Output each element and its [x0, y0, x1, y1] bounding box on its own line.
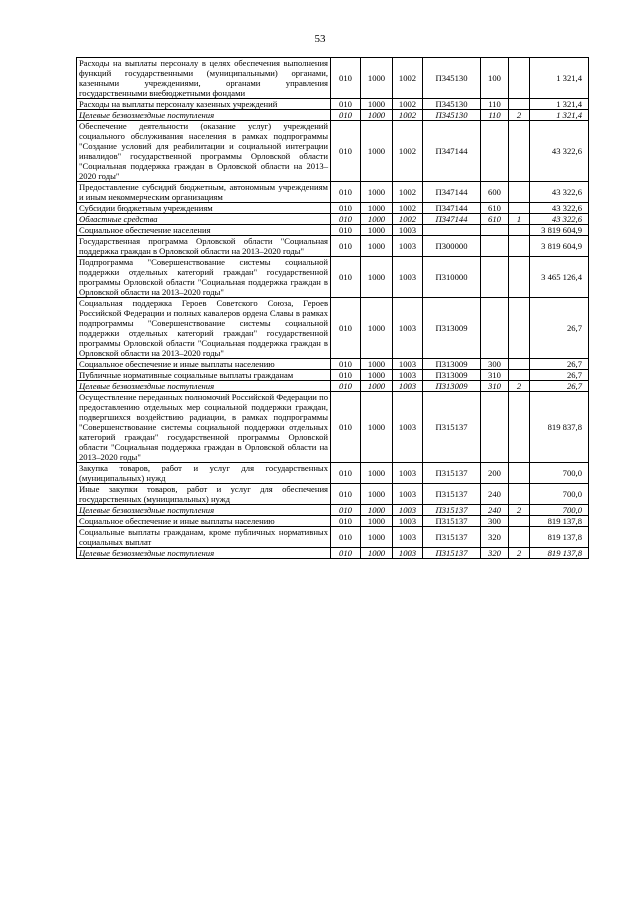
amount-cell: 26,7 [530, 370, 589, 381]
source-code-cell [509, 182, 530, 203]
source-code-cell [509, 236, 530, 257]
amount-cell: 700,0 [530, 484, 589, 505]
target-article-cell: П315137 [423, 548, 481, 559]
ministry-code-cell: 010 [331, 121, 361, 182]
section-code-cell: 1000 [361, 359, 393, 370]
source-code-cell [509, 359, 530, 370]
source-code-cell [509, 99, 530, 110]
amount-cell: 3 819 604,9 [530, 225, 589, 236]
expense-type-cell [481, 392, 509, 463]
ministry-code-cell: 010 [331, 527, 361, 548]
target-article-cell: П315137 [423, 527, 481, 548]
amount-cell: 1 321,4 [530, 58, 589, 99]
page-number: 53 [314, 33, 326, 45]
target-article-cell: П315137 [423, 505, 481, 516]
table-row [77, 392, 589, 463]
row-name-cell: Иные закупки товаров, работ и услуг для обеспечения государственных (муниципальных) нужд [77, 484, 331, 505]
row-name-cell: Целевые безвозмездные поступления [77, 110, 331, 121]
subsection-code-cell: 1002 [393, 58, 423, 99]
source-code-cell [509, 516, 530, 527]
table-row [77, 463, 589, 484]
ministry-code-cell: 010 [331, 548, 361, 559]
ministry-code-cell: 010 [331, 516, 361, 527]
expense-type-cell: 240 [481, 484, 509, 505]
amount-cell: 26,7 [530, 359, 589, 370]
subsection-code-cell: 1002 [393, 110, 423, 121]
table-row [77, 58, 589, 99]
subsection-code-cell: 1002 [393, 182, 423, 203]
ministry-code-cell: 010 [331, 99, 361, 110]
subsection-code-cell: 1002 [393, 214, 423, 225]
row-name-cell: Государственная программа Орловской области "Социальная поддержка граждан в Орловской области на 2013–2020 годы" [77, 236, 331, 257]
ministry-code-cell: 010 [331, 236, 361, 257]
row-name-cell: Расходы на выплаты персоналу в целях обеспечения выполнения функций государственными (муниципальными) органами, казенными учреждениями, органами управления государственными внебюджетными фондами [77, 58, 331, 99]
ministry-code-cell: 010 [331, 58, 361, 99]
ministry-code-cell: 010 [331, 214, 361, 225]
expense-type-cell: 600 [481, 182, 509, 203]
table-row [77, 527, 589, 548]
amount-cell: 819 137,8 [530, 516, 589, 527]
section-code-cell: 1000 [361, 99, 393, 110]
amount-cell: 43 322,6 [530, 121, 589, 182]
amount-cell: 1 321,4 [530, 110, 589, 121]
table-row [77, 225, 589, 236]
table-row [77, 214, 589, 225]
row-name-cell: Осуществление переданных полномочий Российской Федерации по предоставлению отдельных мер социальной поддержки граждан, подвергшихся воздействию радиации, в рамках подпрограммы "Совершенствование системы социальной поддержки отдельных категорий граждан" государственной программы Орловской области "Социальная поддержка граждан в Орловской области на 2013–2020 годы" [77, 392, 331, 463]
ministry-code-cell: 010 [331, 484, 361, 505]
section-code-cell: 1000 [361, 236, 393, 257]
source-code-cell [509, 463, 530, 484]
row-name-cell: Областные средства [77, 214, 331, 225]
ministry-code-cell: 010 [331, 463, 361, 484]
subsection-code-cell: 1003 [393, 257, 423, 298]
target-article-cell [423, 225, 481, 236]
table-row [77, 121, 589, 182]
row-name-cell: Целевые безвозмездные поступления [77, 548, 331, 559]
section-code-cell: 1000 [361, 548, 393, 559]
section-code-cell: 1000 [361, 203, 393, 214]
target-article-cell: П345130 [423, 58, 481, 99]
source-code-cell [509, 257, 530, 298]
ministry-code-cell: 010 [331, 203, 361, 214]
subsection-code-cell: 1003 [393, 236, 423, 257]
table-row [77, 203, 589, 214]
source-code-cell [509, 370, 530, 381]
section-code-cell: 1000 [361, 463, 393, 484]
table-row [77, 182, 589, 203]
target-article-cell: П347144 [423, 182, 481, 203]
section-code-cell: 1000 [361, 121, 393, 182]
row-name-cell: Целевые безвозмездные поступления [77, 381, 331, 392]
ministry-code-cell: 010 [331, 225, 361, 236]
expense-type-cell: 320 [481, 548, 509, 559]
row-name-cell: Социальная поддержка Героев Советского Союза, Героев Российской Федерации и полных кавалеров ордена Славы в рамках подпрограммы "Совершенствование системы социальной поддержки отдельных категорий граждан" государственной программы Орловской области "Социальная поддержка граждан в Орловской области на 2013–2020 годы" [77, 298, 331, 359]
source-code-cell: 2 [509, 110, 530, 121]
section-code-cell: 1000 [361, 516, 393, 527]
row-name-cell: Целевые безвозмездные поступления [77, 505, 331, 516]
expense-type-cell: 610 [481, 214, 509, 225]
target-article-cell: П313009 [423, 370, 481, 381]
table-row [77, 370, 589, 381]
ministry-code-cell: 010 [331, 505, 361, 516]
table-row [77, 298, 589, 359]
expense-type-cell: 240 [481, 505, 509, 516]
target-article-cell: П310000 [423, 257, 481, 298]
source-code-cell [509, 121, 530, 182]
expense-type-cell: 310 [481, 381, 509, 392]
ministry-code-cell: 010 [331, 359, 361, 370]
row-name-cell: Социальное обеспечение и иные выплаты населению [77, 516, 331, 527]
subsection-code-cell: 1003 [393, 392, 423, 463]
subsection-code-cell: 1003 [393, 463, 423, 484]
expense-type-cell: 110 [481, 99, 509, 110]
expense-type-cell: 320 [481, 527, 509, 548]
expense-type-cell: 300 [481, 359, 509, 370]
section-code-cell: 1000 [361, 110, 393, 121]
expense-type-cell: 610 [481, 203, 509, 214]
table-row [77, 548, 589, 559]
amount-cell: 43 322,6 [530, 182, 589, 203]
subsection-code-cell: 1003 [393, 527, 423, 548]
section-code-cell: 1000 [361, 381, 393, 392]
section-code-cell: 1000 [361, 505, 393, 516]
subsection-code-cell: 1003 [393, 298, 423, 359]
amount-cell: 700,0 [530, 463, 589, 484]
section-code-cell: 1000 [361, 58, 393, 99]
amount-cell: 1 321,4 [530, 99, 589, 110]
source-code-cell: 2 [509, 381, 530, 392]
amount-cell: 43 322,6 [530, 214, 589, 225]
ministry-code-cell: 010 [331, 392, 361, 463]
target-article-cell: П315137 [423, 463, 481, 484]
expense-type-cell: 310 [481, 370, 509, 381]
row-name-cell: Субсидии бюджетным учреждениям [77, 203, 331, 214]
ministry-code-cell: 010 [331, 370, 361, 381]
expense-type-cell: 200 [481, 463, 509, 484]
subsection-code-cell: 1002 [393, 99, 423, 110]
target-article-cell: П313009 [423, 359, 481, 370]
table-row [77, 257, 589, 298]
table-row [77, 505, 589, 516]
row-name-cell: Социальное обеспечение населения [77, 225, 331, 236]
section-code-cell: 1000 [361, 214, 393, 225]
source-code-cell [509, 527, 530, 548]
expense-type-cell [481, 121, 509, 182]
subsection-code-cell: 1003 [393, 548, 423, 559]
ministry-code-cell: 010 [331, 182, 361, 203]
section-code-cell: 1000 [361, 182, 393, 203]
target-article-cell: П313009 [423, 381, 481, 392]
target-article-cell: П300000 [423, 236, 481, 257]
section-code-cell: 1000 [361, 527, 393, 548]
subsection-code-cell: 1002 [393, 121, 423, 182]
source-code-cell: 2 [509, 505, 530, 516]
row-name-cell: Предоставление субсидий бюджетным, автономным учреждениям и иным некоммерческим организациям [77, 182, 331, 203]
ministry-code-cell: 010 [331, 298, 361, 359]
source-code-cell [509, 298, 530, 359]
table-row [77, 484, 589, 505]
target-article-cell: П347144 [423, 121, 481, 182]
source-code-cell [509, 392, 530, 463]
amount-cell: 26,7 [530, 381, 589, 392]
target-article-cell: П347144 [423, 214, 481, 225]
source-code-cell [509, 58, 530, 99]
ministry-code-cell: 010 [331, 381, 361, 392]
subsection-code-cell: 1003 [393, 359, 423, 370]
table-row [77, 99, 589, 110]
source-code-cell [509, 484, 530, 505]
amount-cell: 3 819 604,9 [530, 236, 589, 257]
amount-cell: 819 137,8 [530, 527, 589, 548]
section-code-cell: 1000 [361, 392, 393, 463]
table-row [77, 359, 589, 370]
table-row [77, 381, 589, 392]
table-body [77, 58, 589, 559]
row-name-cell: Публичные нормативные социальные выплаты гражданам [77, 370, 331, 381]
amount-cell: 43 322,6 [530, 203, 589, 214]
amount-cell: 26,7 [530, 298, 589, 359]
expense-type-cell [481, 236, 509, 257]
row-name-cell: Обеспечение деятельности (оказание услуг) учреждений социального обслуживания населения в рамках подпрограммы "Создание условий для реабилитации и социальной интеграции инвалидов" государственной программы Орловской области "Социальная поддержка граждан в Орловской области на 2013–2020 годы" [77, 121, 331, 182]
ministry-code-cell: 010 [331, 257, 361, 298]
target-article-cell: П345130 [423, 99, 481, 110]
expense-type-cell: 300 [481, 516, 509, 527]
subsection-code-cell: 1003 [393, 516, 423, 527]
source-code-cell [509, 225, 530, 236]
target-article-cell: П315137 [423, 392, 481, 463]
subsection-code-cell: 1003 [393, 484, 423, 505]
subsection-code-cell: 1002 [393, 203, 423, 214]
section-code-cell: 1000 [361, 484, 393, 505]
target-article-cell: П347144 [423, 203, 481, 214]
section-code-cell: 1000 [361, 370, 393, 381]
table-row [77, 516, 589, 527]
amount-cell: 3 465 126,4 [530, 257, 589, 298]
budget-table [76, 57, 589, 559]
ministry-code-cell: 010 [331, 110, 361, 121]
table-row [77, 236, 589, 257]
amount-cell: 819 137,8 [530, 548, 589, 559]
amount-cell: 819 837,8 [530, 392, 589, 463]
target-article-cell: П313009 [423, 298, 481, 359]
row-name-cell: Подпрограмма "Совершенствование системы социальной поддержки отдельных категорий граждан" государственной программы Орловской области "Социальная поддержка граждан в Орловской области на 2013–2020 годы" [77, 257, 331, 298]
section-code-cell: 1000 [361, 257, 393, 298]
section-code-cell: 1000 [361, 225, 393, 236]
subsection-code-cell: 1003 [393, 225, 423, 236]
expense-type-cell [481, 257, 509, 298]
target-article-cell: П315137 [423, 516, 481, 527]
table-row [77, 110, 589, 121]
source-code-cell [509, 203, 530, 214]
subsection-code-cell: 1003 [393, 370, 423, 381]
target-article-cell: П315137 [423, 484, 481, 505]
source-code-cell: 1 [509, 214, 530, 225]
target-article-cell: П345130 [423, 110, 481, 121]
subsection-code-cell: 1003 [393, 381, 423, 392]
subsection-code-cell: 1003 [393, 505, 423, 516]
source-code-cell: 2 [509, 548, 530, 559]
expense-type-cell [481, 225, 509, 236]
row-name-cell: Социальные выплаты гражданам, кроме публичных нормативных социальных выплат [77, 527, 331, 548]
row-name-cell: Расходы на выплаты персоналу казенных учреждений [77, 99, 331, 110]
row-name-cell: Закупка товаров, работ и услуг для государственных (муниципальных) нужд [77, 463, 331, 484]
expense-type-cell: 110 [481, 110, 509, 121]
amount-cell: 700,0 [530, 505, 589, 516]
expense-type-cell: 100 [481, 58, 509, 99]
section-code-cell: 1000 [361, 298, 393, 359]
row-name-cell: Социальное обеспечение и иные выплаты населению [77, 359, 331, 370]
expense-type-cell [481, 298, 509, 359]
